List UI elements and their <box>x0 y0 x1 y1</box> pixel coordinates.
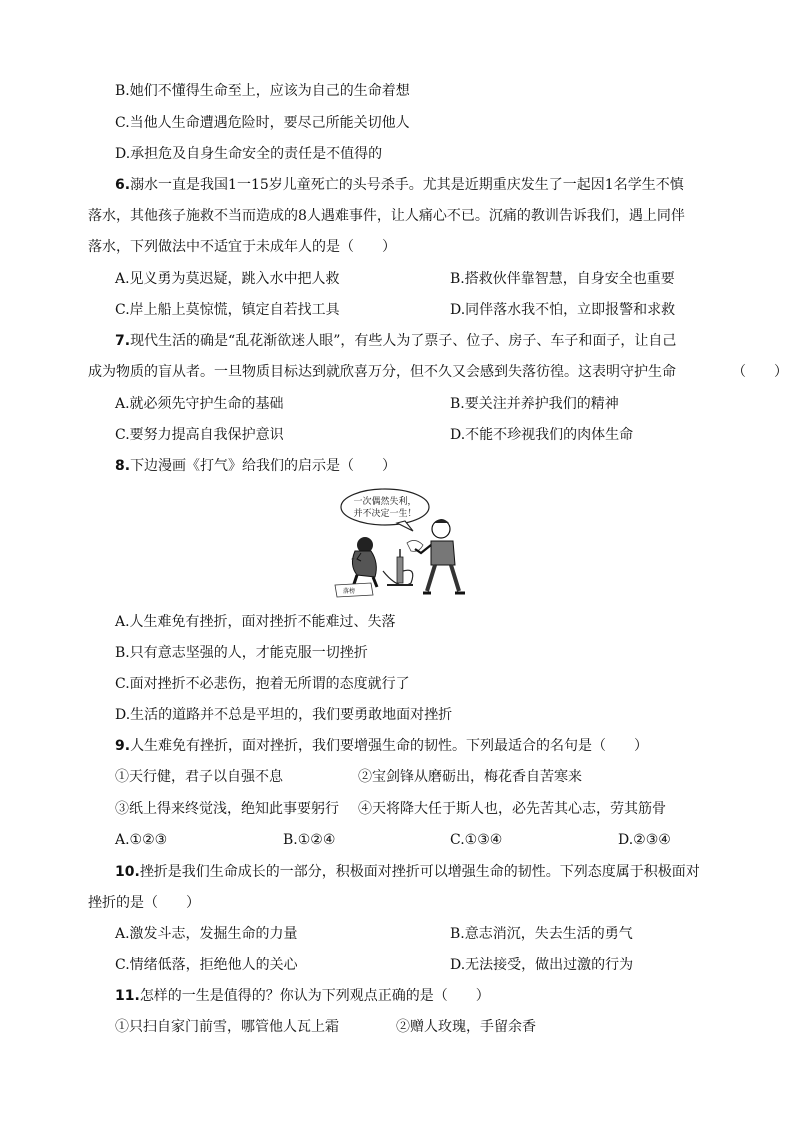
q11-stem <box>115 986 490 1006</box>
q9-stem <box>115 736 648 756</box>
q11-number: 11. <box>115 988 140 1004</box>
q6-option-d: D.同伴落水我不怕，立即报警和求救 <box>450 302 676 318</box>
q10-option-a: A.激发斗志，发掘生命的力量 <box>115 926 298 942</box>
q6-stem-text1: 溺水一直是我国1一15岁儿童死亡的头号杀手。尤其是近期重庆发生了一起因1名学生不慎 <box>130 177 684 193</box>
q11-item-1: ①只扫自家门前雪，哪管他人瓦上霜 <box>115 1019 339 1035</box>
q10-option-d: D.无法接受，做出过激的行为 <box>450 957 634 973</box>
q9-stem-text: 人生难免有挫折，面对挫折，我们要增强生命的韧性。下列最适合的名句是（ ） <box>130 738 649 754</box>
q7-option-c: C.要努力提高自我保护意识 <box>115 427 284 443</box>
q6-stem-line2: 落水，其他孩子施救不当而造成的8人遇难事件，让人痛心不已。沉痛的教训告诉我们，遇上同伴 <box>88 208 685 224</box>
speech-bubble-tail <box>397 521 413 531</box>
q6-number: 6. <box>115 177 131 193</box>
q5-option-b: B.她们不懂得生命至上，应该为自己的生命着想 <box>115 83 410 99</box>
q10-option-c: C.情绪低落，拒绝他人的关心 <box>115 957 298 973</box>
standing-figure <box>415 519 465 593</box>
svg-text:’’: ’’ <box>351 558 355 565</box>
q8-option-c: C.面对挫折不必悲伤，抱着无所谓的态度就行了 <box>115 676 410 692</box>
q8-stem-text: 下边漫画《打气》给我们的启示是（ ） <box>130 458 397 474</box>
q11-stem-text: 怎样的一生是值得的？你认为下列观点正确的是（ ） <box>139 988 490 1004</box>
q6-option-b: B.搭救伙伴靠智慧，自身安全也重要 <box>450 271 675 287</box>
q11-item-2: ②赠人玫瑰，手留余香 <box>396 1019 536 1035</box>
q9-item-4: ④天将降大任于斯人也，必先苦其心志，劳其筋骨 <box>358 801 666 817</box>
air-pump <box>383 540 423 585</box>
q8-option-d: D.生活的道路并不总是平坦的，我们要勇敢地面对挫折 <box>115 707 453 723</box>
q8-stem <box>115 456 396 476</box>
q6-option-a: A.见义勇为莫迟疑，跳入水中把人救 <box>115 271 340 287</box>
q10-option-b: B.意志消沉，失去生活的勇气 <box>450 926 633 942</box>
exam-paper <box>335 583 373 597</box>
q8-option-b: B.只有意志坚强的人，才能克服一切挫折 <box>115 645 368 661</box>
q9-option-c: C.①③④ <box>450 832 503 848</box>
q9-option-d: D.②③④ <box>618 832 671 848</box>
sad-figure <box>351 537 377 587</box>
bubble-text-2: 并不决定一生！ <box>353 509 417 519</box>
q9-item-2: ②宝剑锋从磨砺出，梅花香自苦寒来 <box>358 769 582 785</box>
exam-paper-text: 落榜 <box>343 588 356 595</box>
q10-stem-line2: 挫折的是（ ） <box>88 895 200 911</box>
q6-stem-line1 <box>115 175 684 195</box>
q7-stem-line2: 成为物质的盲从者。一旦物质目标达到就欣喜万分，但不久又会感到失落彷徨。这表明守护生命 <box>88 364 676 380</box>
q9-option-b: B.①②④ <box>283 832 336 848</box>
q9-option-a: A.①②③ <box>115 832 168 848</box>
q10-number: 10. <box>115 864 140 880</box>
q8-option-a: A.人生难免有挫折，面对挫折不能难过、失落 <box>115 614 396 630</box>
q8-number: 8. <box>115 458 131 474</box>
q9-item-1: ①天行健，君子以自强不息 <box>115 769 283 785</box>
q7-option-b: B.要关注并养护我们的精神 <box>450 396 619 412</box>
q10-stem-line1 <box>115 862 700 882</box>
q7-stem-line1 <box>115 331 676 351</box>
q6-option-c: C.岸上船上莫惊慌，镇定自若找工具 <box>115 302 340 318</box>
q7-bracket: （ ） <box>732 364 788 380</box>
cartoon-encouragement <box>327 487 477 599</box>
q9-item-3: ③纸上得来终觉浅，绝知此事要躬行 <box>115 801 339 817</box>
q7-stem-text1: 现代生活的确是“乱花渐欲迷人眼”，有些人为了票子、位子、房子、车子和面子，让自己 <box>130 333 677 349</box>
speech-bubble <box>341 489 429 525</box>
q9-number: 9. <box>115 738 131 754</box>
q7-number: 7. <box>115 333 131 349</box>
bubble-text-1: 一次偶然失利， <box>353 497 417 507</box>
q6-stem-line3: 落水，下列做法中不适宜于未成年人的是（ ） <box>88 239 396 255</box>
q5-option-c: C.当他人生命遭遇危险时，要尽己所能关切他人 <box>115 115 410 131</box>
q7-option-d: D.不能不珍视我们的肉体生命 <box>450 427 634 443</box>
q5-option-d: D.承担危及自身生命安全的责任是不值得的 <box>115 146 383 162</box>
q10-stem-text1: 挫折是我们生命成长的一部分，积极面对挫折可以增强生命的韧性。下列态度属于积极面对 <box>139 864 700 880</box>
q7-option-a: A.就必须先守护生命的基础 <box>115 396 284 412</box>
